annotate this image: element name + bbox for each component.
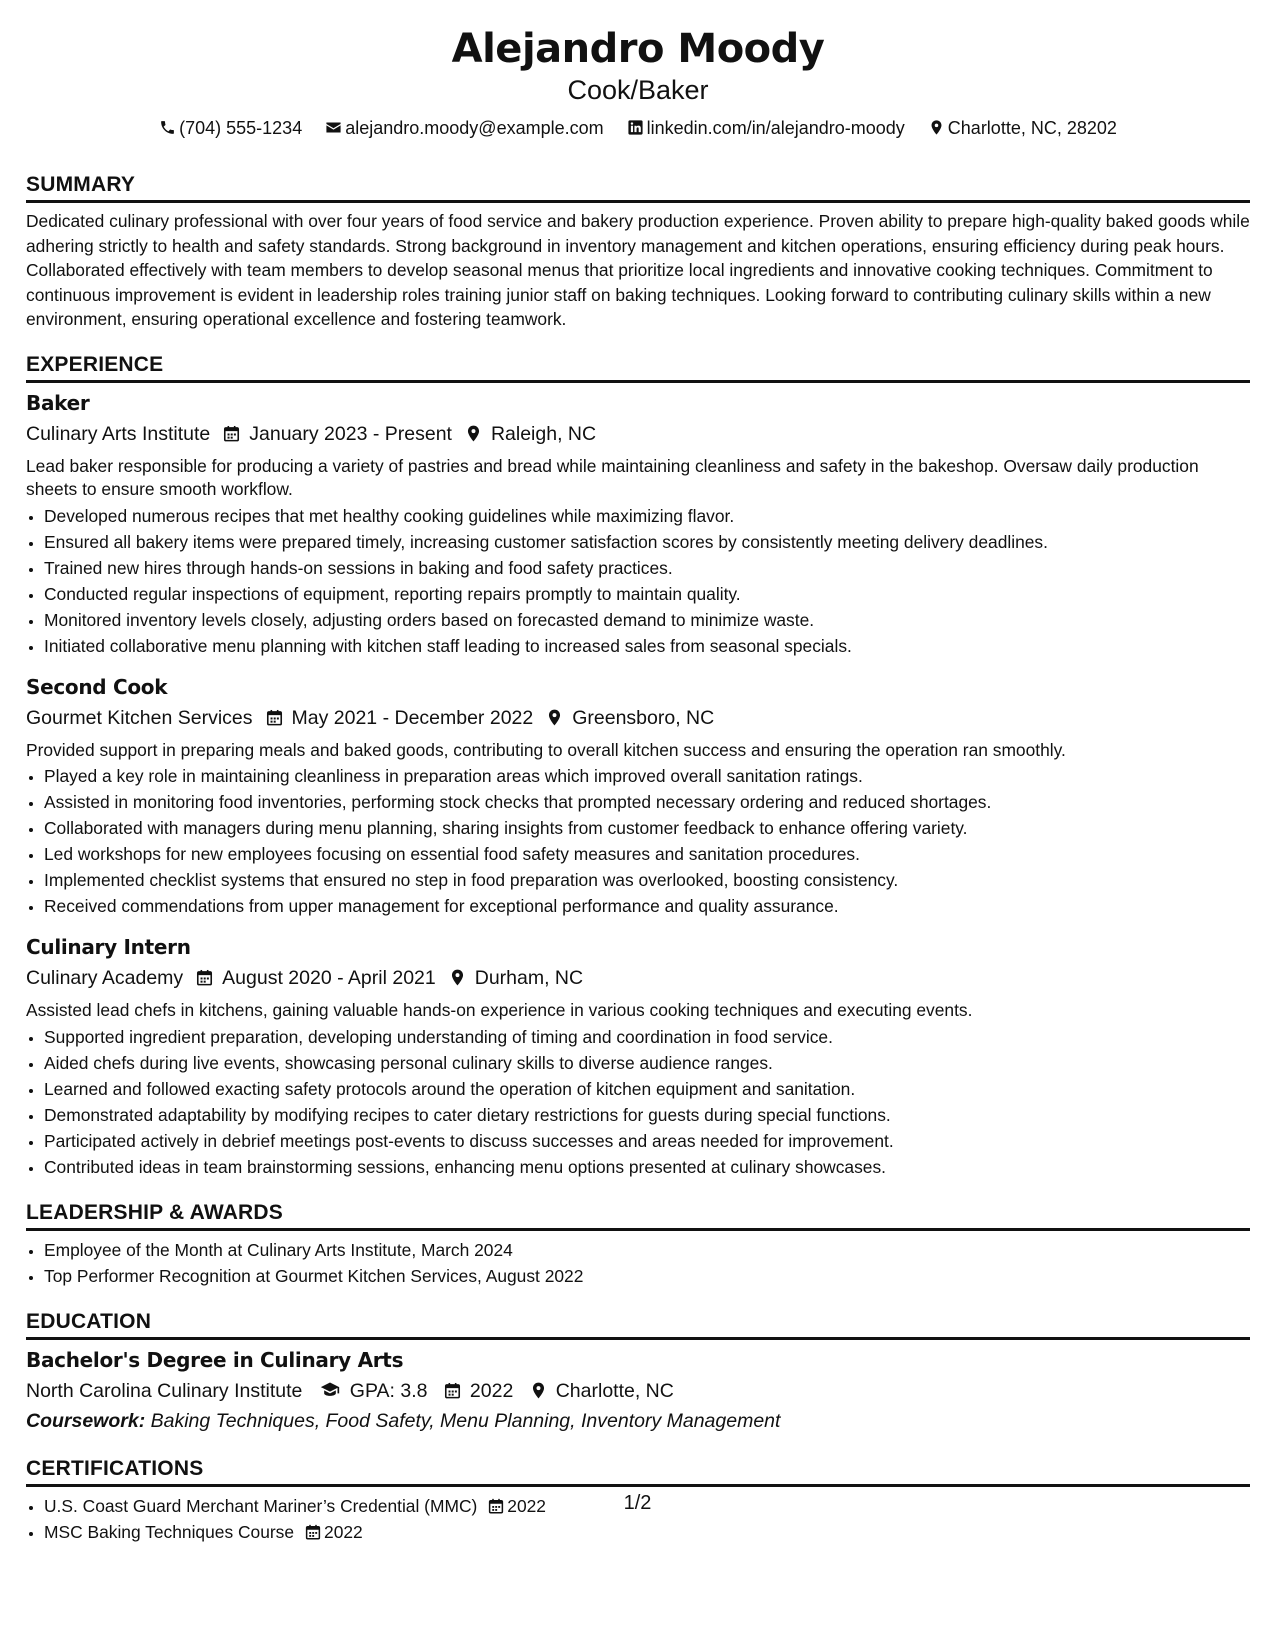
job-bullet: • Learned and followed exacting safety protocols around the operation of kitchen equipment and sanitation. [44,1076,1250,1102]
coursework-label: Coursework: [26,1409,146,1432]
leadership-heading: LEADERSHIP & AWARDS [26,1200,1250,1231]
job-location [448,963,583,993]
education-degree: Bachelor's Degree in Culinary Arts [26,1347,404,1372]
job-bullet: • Led workshops for new employees focusing on essential food safety measures and sanitation procedures. [44,841,1250,867]
education-gpa-text: GPA: 3.8 [349,1379,428,1402]
certification-name: U.S. Coast Guard Merchant Mariner’s Credential (MMC) [44,1495,478,1516]
graduation-cap-icon [318,1380,342,1400]
job-location [464,419,596,449]
map-pin-icon [448,968,467,987]
job-bullet: • Developed numerous recipes that met healthy cooking guidelines while maximizing flavor. [44,503,1250,529]
contact-email-text[interactable]: alejandro.moody@example.com [345,118,604,138]
job-bullets [26,763,1250,919]
education-school: North Carolina Culinary Institute [26,1379,303,1402]
job-bullets [26,1024,1250,1180]
job-bullet: • Implemented checklist systems that ensured no step in food preparation was overlooked, boosting consistency. [44,867,1250,893]
education-meta [26,1376,1250,1406]
job-dates-text: January 2023 - Present [249,422,452,445]
contact-linkedin-text[interactable]: linkedin.com/in/alejandro-moody [646,118,905,138]
job-entry [26,389,1250,659]
job-description: Assisted lead chefs in kitchens, gaining valuable hands-on experience in various cooking techniques and executing events. [26,1000,973,1020]
leadership-item: • Top Performer Recognition at Gourmet Kitchen Services, August 2022 [44,1263,1250,1289]
education-year-text: 2022 [469,1379,514,1402]
job-location-text: Greensboro, NC [572,706,715,729]
map-pin-icon [928,119,945,136]
contact-location [928,116,1117,140]
map-pin-icon [529,1381,548,1400]
education-heading: EDUCATION [26,1309,1250,1340]
linkedin-icon [627,119,644,136]
education-coursework [26,1406,1250,1436]
calendar-icon [443,1381,462,1400]
leadership-item: • Employee of the Month at Culinary Arts Institute, March 2024 [44,1237,1250,1263]
job-bullet: • Contributed ideas in team brainstorming sessions, enhancing menu options presented at culinary showcases. [44,1154,1250,1180]
map-pin-icon [464,424,483,443]
job-bullet: • Collaborated with managers during menu planning, sharing insights from customer feedback to enhance offering variety. [44,815,1250,841]
job-company: Culinary Academy [26,967,184,989]
calendar-icon [222,424,241,443]
calendar-icon [195,968,214,987]
job-bullet: • Aided chefs during live events, showcasing personal culinary skills to diverse audience ranges. [44,1050,1250,1076]
calendar-icon [304,1523,322,1541]
job-dates [265,703,534,733]
candidate-name: Alejandro Moody [451,26,825,72]
leadership-list [26,1237,1250,1289]
job-meta [26,703,1250,733]
resume-page [26,0,1250,1545]
job-bullet: • Monitored inventory levels closely, adjusting orders based on forecasted demand to minimize waste. [44,607,1250,633]
education-location [529,1376,674,1406]
contact-phone [159,116,302,140]
page-number: 1/2 [623,1492,652,1514]
candidate-role: Cook/Baker [567,75,709,105]
contact-linkedin[interactable] [627,116,905,140]
job-entry [26,673,1250,920]
education-year [443,1376,513,1406]
job-bullet: • Conducted regular inspections of equipment, reporting repairs promptly to maintain quality. [44,581,1250,607]
job-dates-text: August 2020 - April 2021 [222,967,436,989]
job-bullets [26,503,1250,659]
certification-name: MSC Baking Techniques Course [44,1521,295,1542]
job-dates [222,419,452,449]
summary-section [26,172,1250,332]
job-bullet: • Received commendations from upper management for exceptional performance and quality assurance. [44,893,1250,919]
education-location-text: Charlotte, NC [555,1379,674,1402]
job-bullet: • Played a key role in maintaining cleanliness in preparation areas which improved overall sanitation ratings. [44,763,1250,789]
certification-year: 2022 [507,1495,546,1516]
job-title: Second Cook [26,674,168,699]
job-company: Culinary Arts Institute [26,422,211,445]
experience-list [26,389,1250,1180]
summary-text: Dedicated culinary professional with over four years of food service and bakery production experience. Proven ability to prepare high-quality baked goods while adhering strictly to health and safety standards. Strong background in inventory management and kitchen operations, ensuring efficiency during peak hours. Collaborated effectively with team members to develop seasonal menus that prioritize local ingredients and innovative cooking techniques. Commitment to continuous improvement is evident in leadership roles training junior staff on baking techniques. Looking forward to contributing culinary skills within a new environment, ensuring operational excellence and fostering teamwork. [26,211,1250,329]
job-title: Baker [26,390,90,415]
education-section [26,1309,1250,1436]
job-meta [26,963,1250,993]
job-description: Provided support in preparing meals and baked goods, contributing to overall kitchen success and ensuring the operation ran smoothly. [26,739,1066,760]
experience-section [26,352,1250,1180]
certification-item [44,1519,1250,1545]
job-bullet: • Demonstrated adaptability by modifying recipes to cater dietary restrictions for guests during special functions. [44,1102,1250,1128]
contact-email[interactable] [325,116,603,140]
contact-phone-text: (704) 555-1234 [179,118,303,138]
summary-heading: SUMMARY [26,172,1250,203]
job-location-text: Raleigh, NC [490,422,597,445]
resume-header [26,26,1250,140]
job-company: Gourmet Kitchen Services [26,706,253,729]
contact-location-text: Charlotte, NC, 28202 [947,118,1117,138]
job-location [545,703,714,733]
job-dates-text: May 2021 - December 2022 [291,706,534,729]
job-bullet: • Ensured all bakery items were prepared timely, increasing customer satisfaction scores by consistently meeting delivery deadlines. [44,529,1250,555]
job-bullet: • Supported ingredient preparation, developing understanding of timing and coordination in food service. [44,1024,1250,1050]
certification-year: 2022 [324,1521,363,1542]
contact-line [26,116,1250,140]
job-location-text: Durham, NC [474,967,584,989]
job-description: Lead baker responsible for producing a variety of pastries and bread while maintaining cleanliness and safety in the bakeshop. Oversaw daily production sheets to ensure smooth workflow. [26,455,1199,499]
phone-icon [159,119,176,136]
education-gpa [318,1376,428,1406]
job-title: Culinary Intern [26,935,191,959]
experience-heading: EXPERIENCE [26,352,1250,383]
coursework-text: Baking Techniques, Food Safety, Menu Planning, Inventory Management [150,1409,781,1432]
job-bullet: • Participated actively in debrief meetings post-events to discuss successes and areas needed for improvement. [44,1128,1250,1154]
job-dates [195,963,436,993]
leadership-section [26,1200,1250,1289]
job-bullet: • Assisted in monitoring food inventories, performing stock checks that prompted necessary ordering and reduced shortages. [44,789,1250,815]
calendar-icon [265,708,284,727]
job-bullet: • Initiated collaborative menu planning with kitchen staff leading to increased sales from seasonal specials. [44,633,1250,659]
envelope-icon [325,119,342,136]
certifications-heading: CERTIFICATIONS [26,1456,1250,1487]
job-bullet: • Trained new hires through hands-on sessions in baking and food safety practices. [44,555,1250,581]
job-entry [26,933,1250,1180]
job-meta [26,419,1250,449]
map-pin-icon [545,708,564,727]
